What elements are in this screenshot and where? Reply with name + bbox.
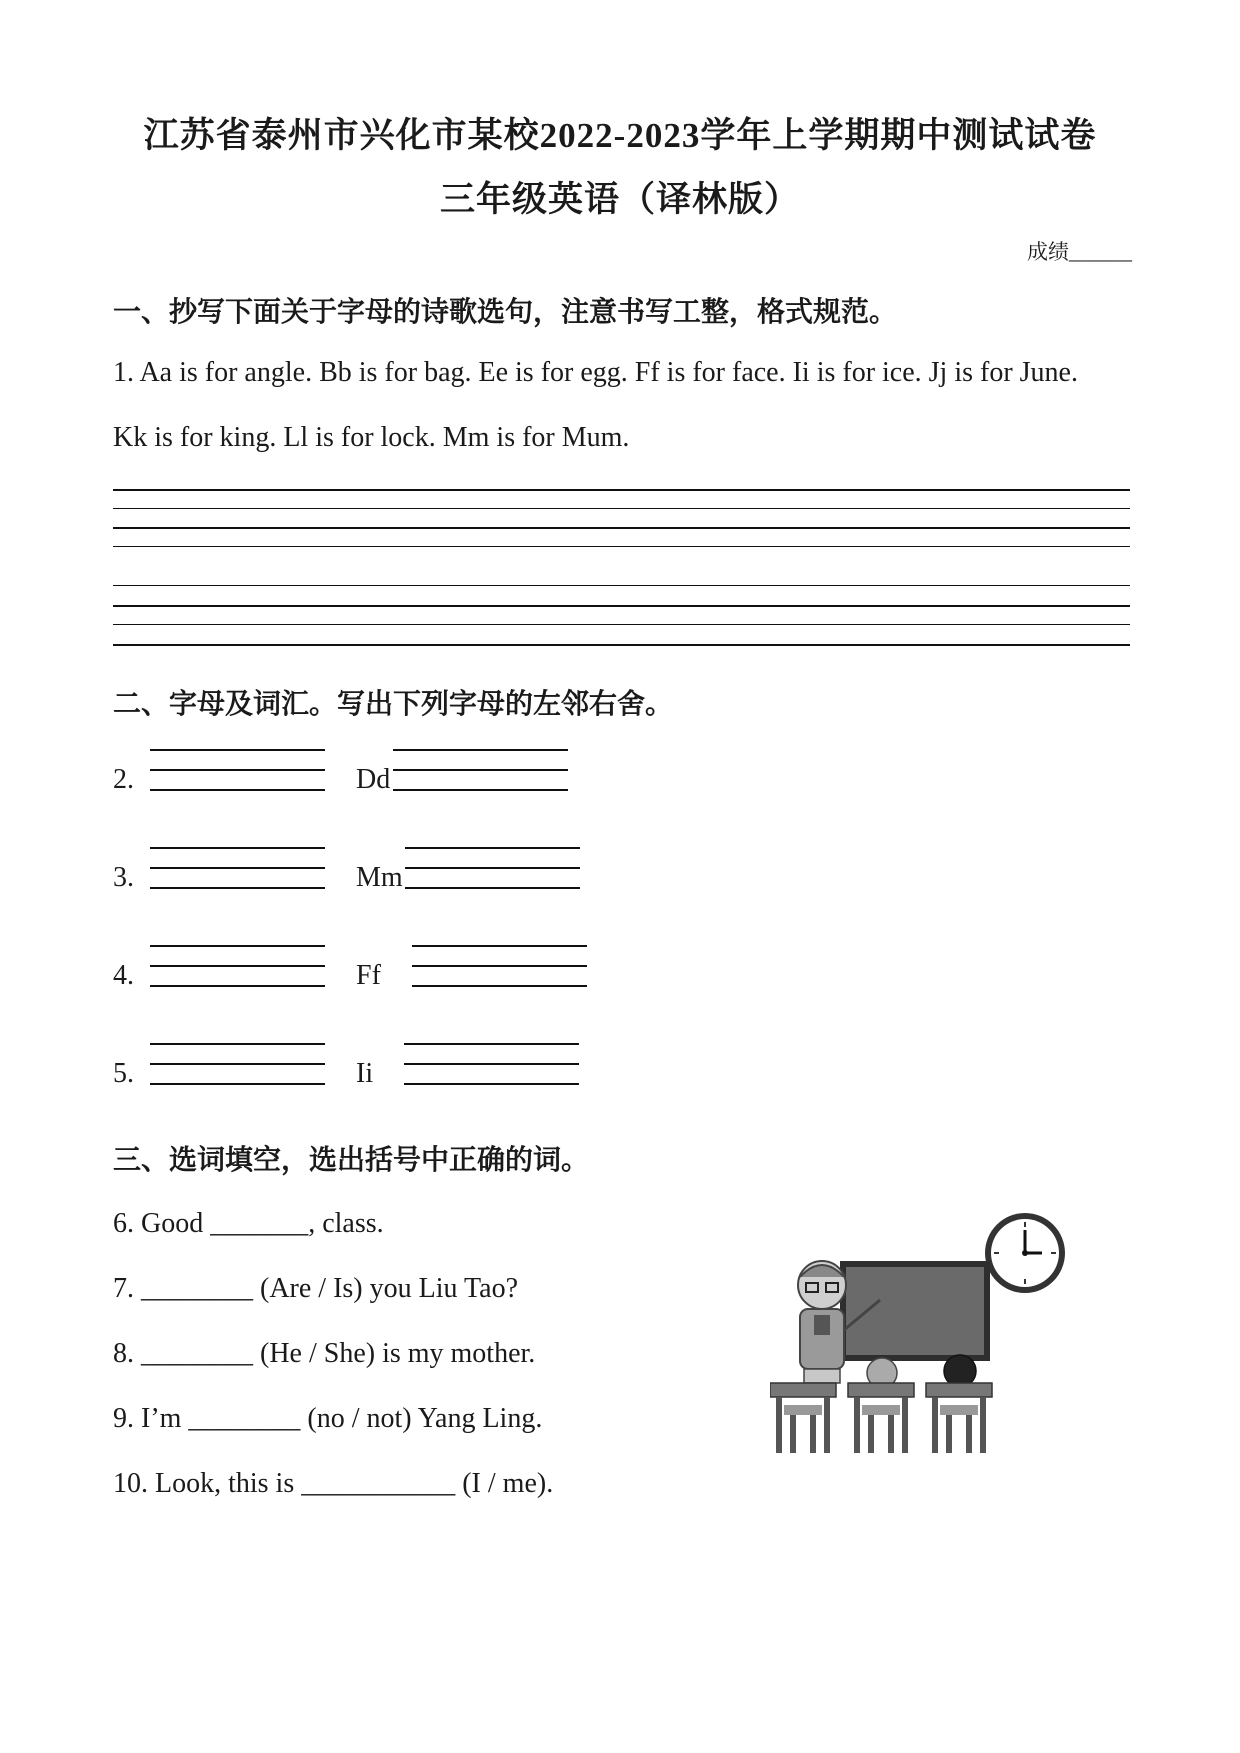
given-letter: Ff (356, 960, 381, 991)
section1-text-line1: 1. Aa is for angle. Bb is for bag. Ee is for egg. Ff is for face. Ii is for ice. Jj is for June. (113, 357, 1078, 388)
section2-heading: 二、字母及词汇。写出下列字母的左邻右舍。 (113, 689, 674, 720)
question-7[interactable]: 7. ________ (Are / Is) you Liu Tao? (113, 1273, 519, 1304)
right-neighbor-line[interactable] (412, 985, 587, 987)
item-number: 5. (113, 1058, 134, 1089)
section1-heading: 一、抄写下面关于字母的诗歌选句，注意书写工整，格式规范。 (113, 297, 898, 328)
clock-icon (985, 1213, 1065, 1293)
writing-line[interactable] (113, 644, 1130, 646)
score-field[interactable]: 成绩______ (1027, 240, 1132, 264)
given-letter: Mm (356, 862, 403, 893)
page-subtitle: 三年级英语（译林版） (439, 180, 800, 219)
left-neighbor-line[interactable] (150, 887, 325, 889)
left-neighbor-line[interactable] (150, 867, 325, 869)
left-neighbor-line[interactable] (150, 1043, 325, 1045)
page-title: 江苏省泰州市兴化市某校2022-2023学年上学期期中测试试卷 (143, 116, 1097, 155)
left-neighbor-line[interactable] (150, 789, 325, 791)
left-neighbor-line[interactable] (150, 749, 325, 751)
left-neighbor-line[interactable] (150, 769, 325, 771)
right-neighbor-line[interactable] (393, 749, 568, 751)
right-neighbor-line[interactable] (405, 847, 580, 849)
given-letter: Dd (356, 764, 391, 795)
item-number: 4. (113, 960, 134, 991)
right-neighbor-line[interactable] (405, 867, 580, 869)
right-neighbor-line[interactable] (412, 945, 587, 947)
right-neighbor-line[interactable] (405, 887, 580, 889)
given-letter: Ii (356, 1058, 374, 1089)
question-8[interactable]: 8. ________ (He / She) is my mother. (113, 1338, 536, 1369)
right-neighbor-line[interactable] (404, 1063, 579, 1065)
right-neighbor-line[interactable] (393, 789, 568, 791)
left-neighbor-line[interactable] (150, 1083, 325, 1085)
question-9[interactable]: 9. I’m ________ (no / not) Yang Ling. (113, 1403, 543, 1434)
item-number: 2. (113, 764, 134, 795)
writing-line[interactable] (113, 585, 1130, 586)
question-6[interactable]: 6. Good _______, class. (113, 1208, 384, 1239)
item-number: 3. (113, 862, 134, 893)
left-neighbor-line[interactable] (150, 965, 325, 967)
writing-line[interactable] (113, 527, 1130, 529)
writing-line[interactable] (113, 508, 1130, 509)
blackboard (840, 1261, 990, 1361)
left-neighbor-line[interactable] (150, 945, 325, 947)
classroom-illustration (770, 1205, 1070, 1460)
right-neighbor-line[interactable] (404, 1043, 579, 1045)
right-neighbor-line[interactable] (393, 769, 568, 771)
writing-line[interactable] (113, 624, 1130, 625)
section3-heading: 三、选词填空，选出括号中正确的词。 (113, 1145, 590, 1176)
writing-line[interactable] (113, 605, 1130, 607)
section1-text-line2: Kk is for king. Ll is for lock. Mm is for Mum. (113, 422, 630, 453)
question-10[interactable]: 10. Look, this is ___________ (I / me). (113, 1468, 554, 1499)
writing-line[interactable] (113, 546, 1130, 547)
right-neighbor-line[interactable] (412, 965, 587, 967)
right-neighbor-line[interactable] (404, 1083, 579, 1085)
left-neighbor-line[interactable] (150, 1063, 325, 1065)
left-neighbor-line[interactable] (150, 847, 325, 849)
writing-line[interactable] (113, 489, 1130, 491)
left-neighbor-line[interactable] (150, 985, 325, 987)
